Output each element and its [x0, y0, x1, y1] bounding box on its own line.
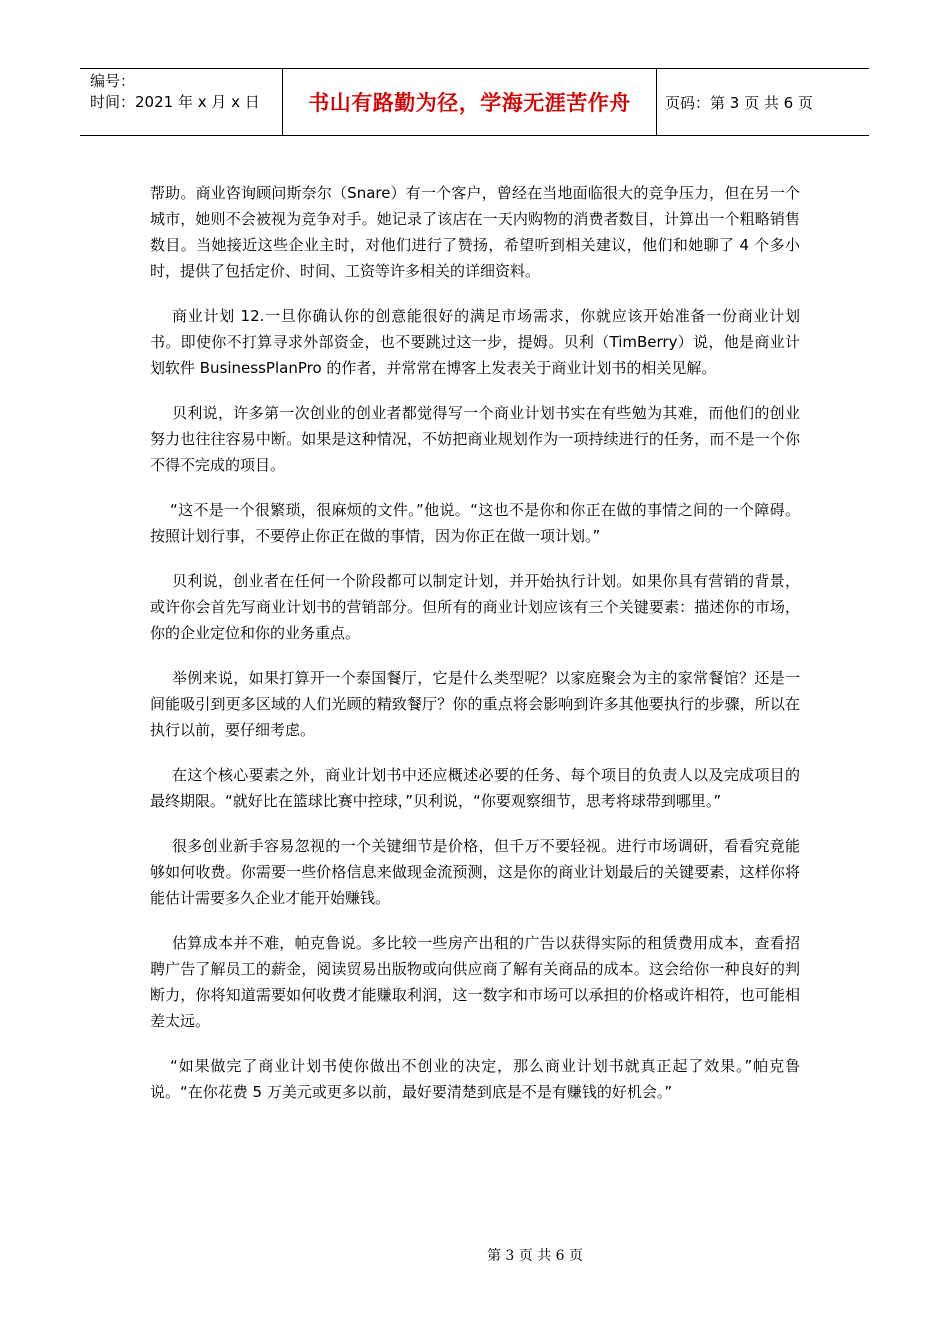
header-info [80, 69, 283, 135]
paragraph: 在这个核心要素之外，商业计划书中还应概述必要的任务、每个项目的负责人以及完成项目的最终期限。“就好比在篮球比赛中控球，”贝利说，“你要观察细节，思考将球带到哪里。” [150, 766, 800, 810]
paragraph: “这不是一个很繁琐，很麻烦的文件。”他说。“这也不是你和你正在做的事情之间的一个障碍。按照计划行事，不要停止你正在做的事情，因为你正在做一项计划。” [150, 501, 800, 545]
document-body [150, 180, 800, 1124]
paragraph: 商业计划 12.一旦你确认你的创意能很好的满足市场需求，你就应该开始准备一份商业计划书。即使你不打算寻求外部资金，也不要跳过这一步，提姆。贝利（TimBerry）说，他是商业计划软件 BusinessPlanPro 的作者，并常常在博客上发表关于商业计划书的相关见解。 [150, 307, 800, 377]
paragraph: 很多创业新手容易忽视的一个关键细节是价格，但千万不要轻视。进行市场调研，看看究竟能够如何收费。你需要一些价格信息来做现金流预测，这是你的商业计划最后的关键要素，这样你将能估计需要多久企业才能开始赚钱。 [150, 837, 800, 907]
paragraph: 贝利说，创业者在任何一个阶段都可以制定计划，并开始执行计划。如果你具有营销的背景，或许你会首先写商业计划书的营销部分。但所有的商业计划应该有三个关键要素：描述你的市场，你的企业定位和你的业务重点。 [150, 572, 800, 642]
paragraph: “如果做完了商业计划书使你做出不创业的决定，那么商业计划书就真正起了效果。”帕克鲁说。“在你花费 5 万美元或更多以前，最好要清楚到底是不是有赚钱的好机会。” [150, 1057, 800, 1101]
header-motto: 书山有路勤为径，学海无涯苦作舟 [283, 69, 657, 135]
paragraph: 帮助。商业咨询顾问斯奈尔（Snare）有一个客户，曾经在当地面临很大的竞争压力，但在另一个城市，她则不会被视为竞争对手。她记录了该店在一天内购物的消费者数目，计算出一个粗略销售数目。当她接近这些企业主时，对他们进行了赞扬，希望听到相关建议，他们和她聊了 4 个多小时，提供了包括定价、时间、工资等许多相关的详细资料。 [150, 184, 800, 280]
paragraph: 贝利说，许多第一次创业的创业者都觉得写一个商业计划书实在有些勉为其难，而他们的创业努力也往往容易中断。如果是这种情况，不妨把商业规划作为一项持续进行的任务，而不是一个你不得不完成的项目。 [150, 404, 800, 474]
paragraph: 估算成本并不难，帕克鲁说。多比较一些房产出租的广告以获得实际的租赁费用成本，查看招聘广告了解员工的薪金，阅读贸易出版物或向供应商了解有关商品的成本。这会给你一种良好的判断力，你将知道需要如何收费才能赚取利润，这一数字和市场可以承担的价格或许相符，也可能相差太远。 [150, 934, 800, 1030]
document-date: 时间：2021 年 x 月 x 日 [90, 93, 260, 111]
header-page-number: 页码：第 3 页 共 6 页 [665, 93, 813, 112]
document-number: 编号： [90, 72, 136, 90]
page-footer: 第 3 页 共 6 页 [486, 1248, 584, 1264]
page-header [80, 68, 869, 136]
paragraph: 举例来说，如果打算开一个泰国餐厅，它是什么类型呢？以家庭聚会为主的家常餐馆？还是一间能吸引到更多区域的人们光顾的精致餐厅？你的重点将会影响到许多其他要执行的步骤，所以在执行以前，要仔细考虑。 [150, 669, 800, 739]
